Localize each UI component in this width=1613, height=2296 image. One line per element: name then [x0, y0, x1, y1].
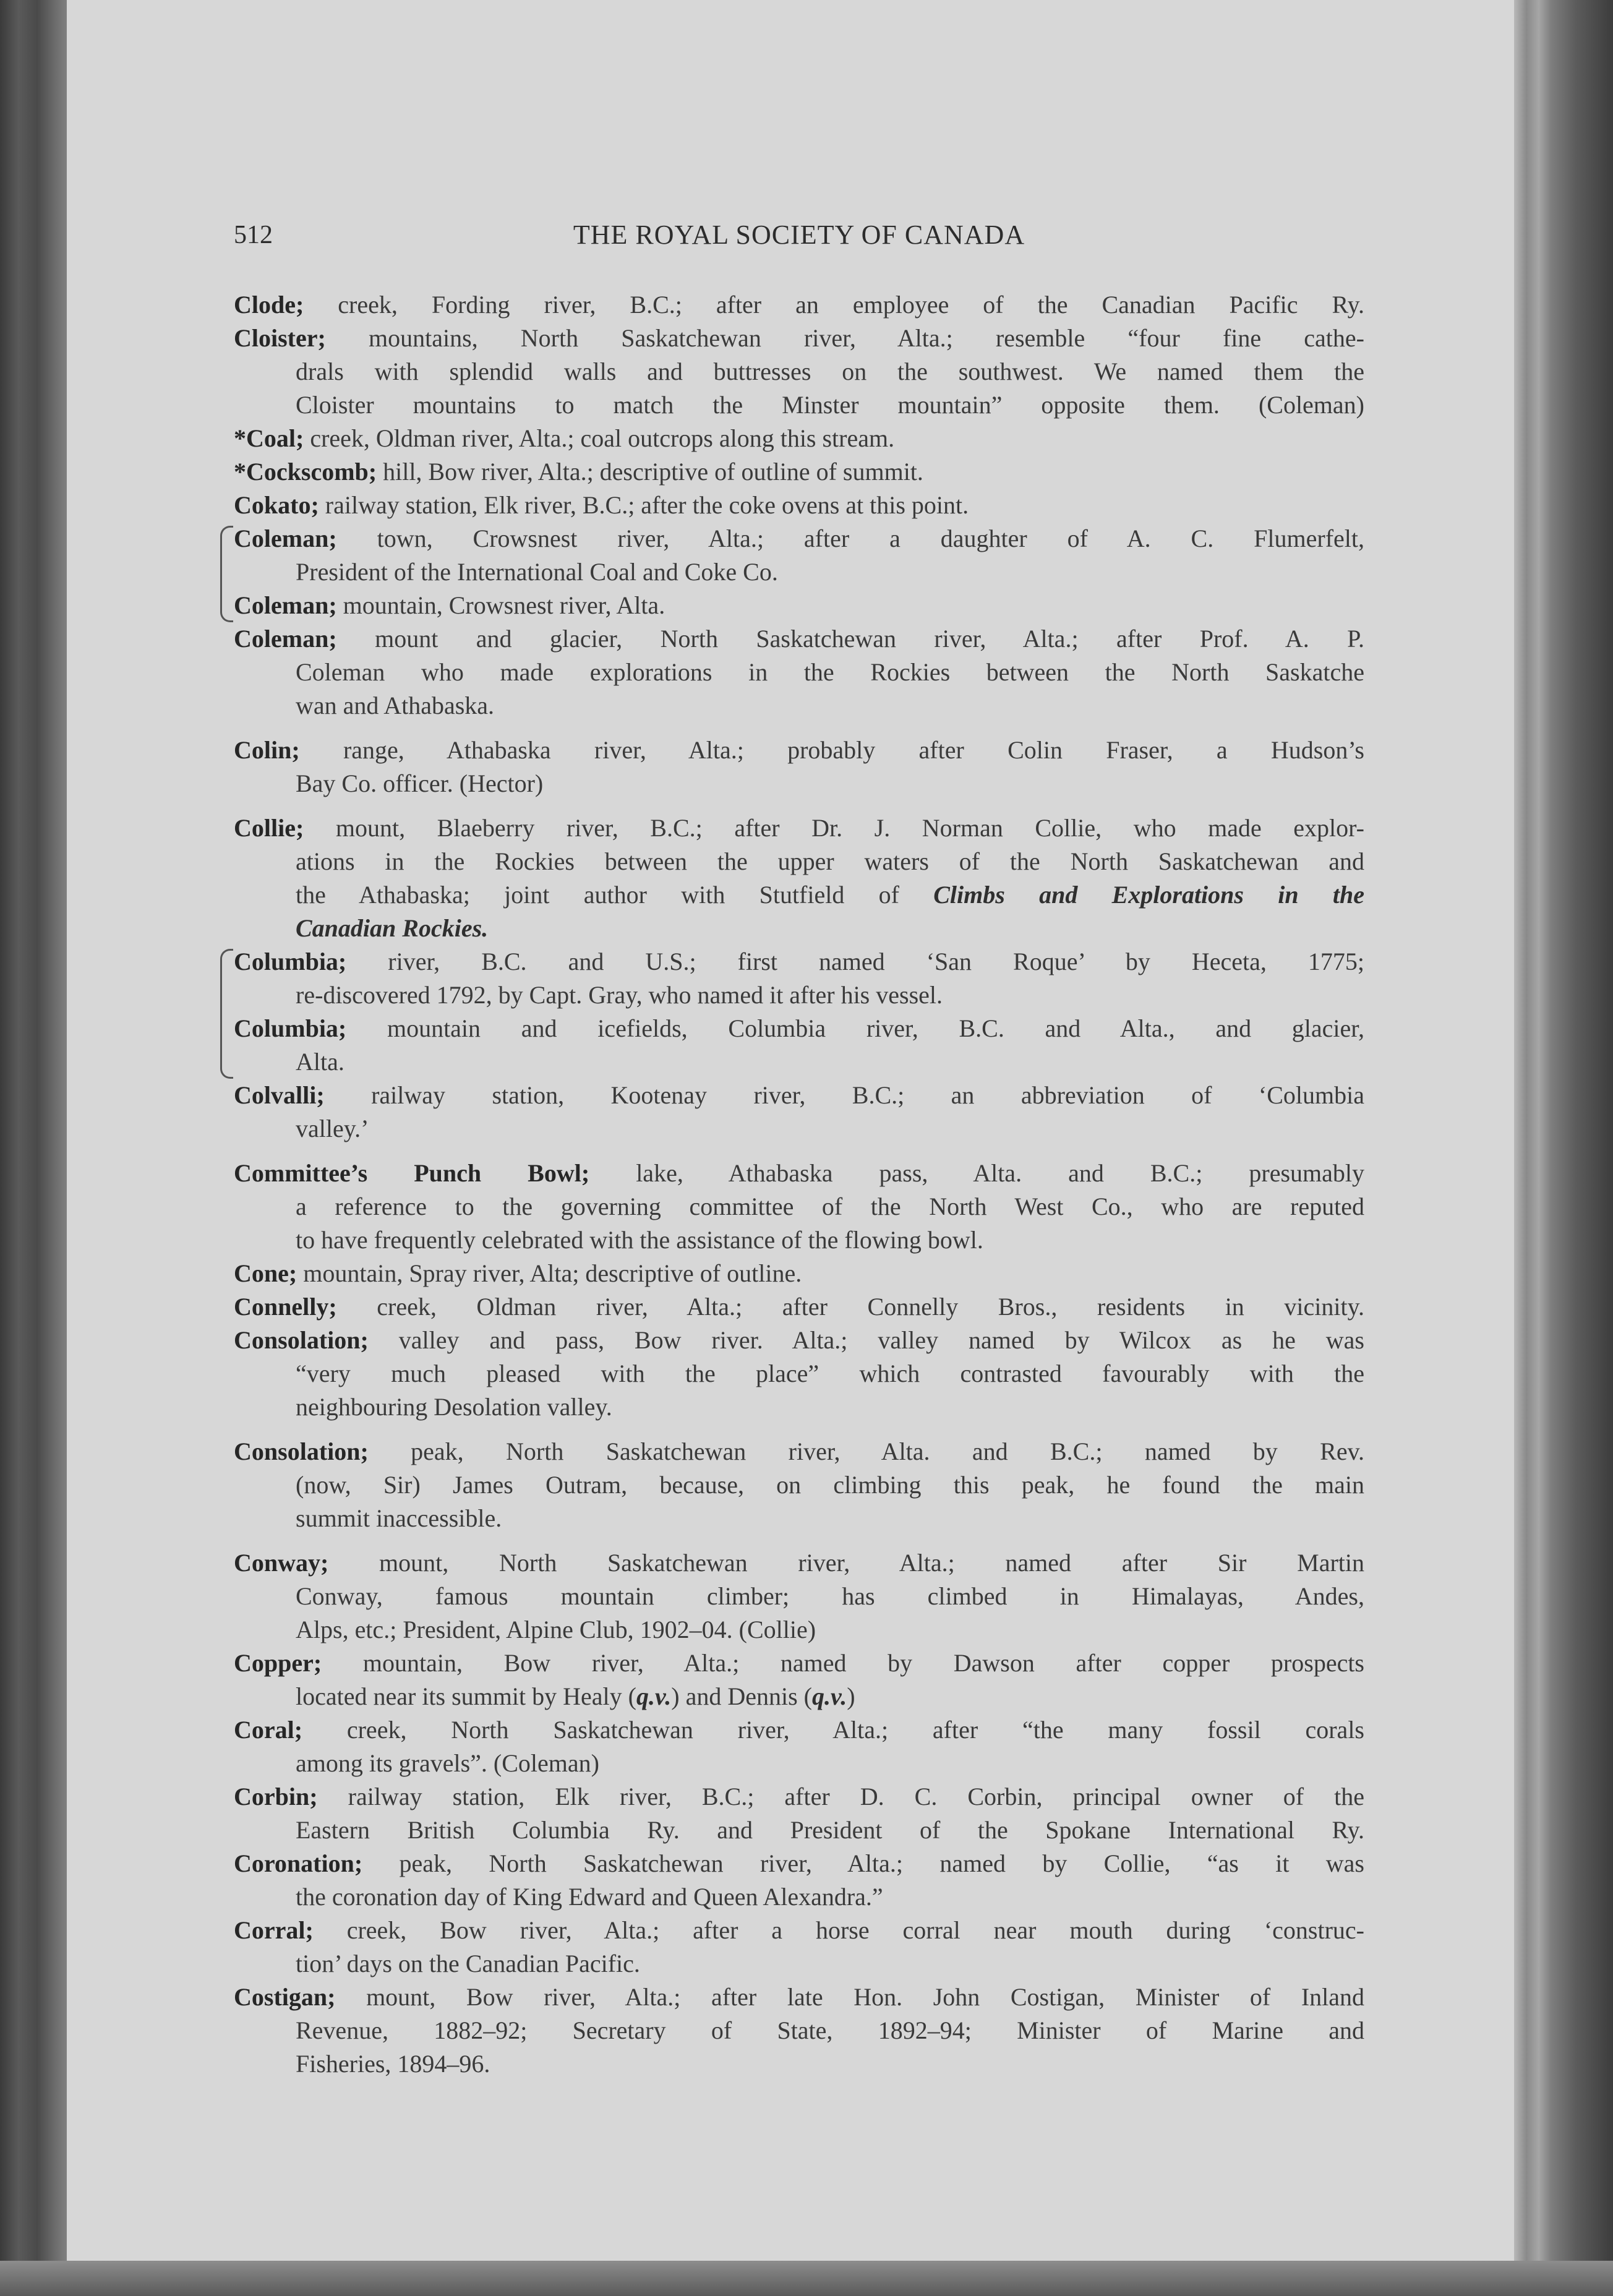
entry-coleman-mount: Coleman; mount and glacier, North Saskatchewan river, Alta.; after Prof. A. P. Coleman who made explorations in the Rockies between the North Saskatche wan and Athabaska.: [234, 625, 1364, 719]
headword: Cone;: [234, 1259, 297, 1287]
headword: Committee’s Punch Bowl;: [234, 1159, 590, 1187]
entry-coronation: Coronation; peak, North Saskatchewan river, Alta.; named by Collie, “as it was the coronation day of King Edward and Queen Alexandra.”: [234, 1849, 1364, 1911]
page-number: 512: [234, 221, 273, 249]
scan-edge-left: [0, 0, 67, 2296]
entry-group-columbia: Columbia; river, B.C. and U.S.; first named ‘San Roque’ by Heceta, 1775; re-discovered 1792, by Capt. Gray, who named it after his vessel. Columbia; mountain and icefields, Columbia river, B.C. and Alta., and glacier, Alta.: [234, 945, 1364, 1079]
headword: Copper;: [234, 1649, 322, 1677]
headword: Columbia;: [234, 1014, 347, 1042]
journal-title: THE ROYAL SOCIETY OF CANADA: [573, 220, 1025, 250]
headword: *Cockscomb;: [234, 458, 377, 486]
entry-copper: Copper; mountain, Bow river, Alta.; named by Dawson after copper prospects located near its summit by Healy (q.v.) and Dennis (q.v.): [234, 1649, 1364, 1710]
entry-clode: Clode; creek, Fording river, B.C.; after an employee of the Canadian Pacific Ry.: [234, 291, 1364, 319]
entry-coral: Coral; creek, North Saskatchewan river, Alta.; after “the many fossil corals among its gravels”. (Coleman): [234, 1716, 1364, 1777]
headword: Connelly;: [234, 1293, 337, 1321]
headword: *Coal;: [234, 424, 304, 452]
headword: Coronation;: [234, 1849, 363, 1877]
entry-corbin: Corbin; railway station, Elk river, B.C.; after D. C. Corbin, principal owner of the Eastern British Columbia Ry. and President of the Spokane International Ry.: [234, 1783, 1364, 1844]
scan-edge-right: [1514, 0, 1613, 2296]
headword: Cloister;: [234, 324, 326, 352]
entry-cockscomb: *Cockscomb; hill, Bow river, Alta.; descriptive of outline of summit.: [234, 458, 923, 486]
headword: Coleman;: [234, 625, 337, 653]
headword: Colvalli;: [234, 1081, 325, 1109]
headword: Conway;: [234, 1549, 329, 1577]
entry-cokato: Cokato; railway station, Elk river, B.C.; after the coke ovens at this point.: [234, 491, 969, 519]
entry-colin: Colin; range, Athabaska river, Alta.; probably after Colin Fraser, a Hudson’s Bay Co. officer. (Hector): [234, 736, 1364, 797]
headword: Columbia;: [234, 948, 347, 975]
brace-bracket: [220, 526, 233, 622]
headword: Corbin;: [234, 1783, 318, 1810]
entry-cone: Cone; mountain, Spray river, Alta; descriptive of outline.: [234, 1259, 802, 1287]
headword: Consolation;: [234, 1326, 369, 1354]
entry-consolation-peak: Consolation; peak, North Saskatchewan river, Alta. and B.C.; named by Rev. (now, Sir) James Outram, because, on climbing this peak, he found the main summit inaccessible.: [234, 1437, 1364, 1532]
headword: Cokato;: [234, 491, 319, 519]
gazetteer-entries: [234, 288, 1364, 2081]
entry-collie: Collie; mount, Blaeberry river, B.C.; after Dr. J. Norman Collie, who made explor- ations in the Rockies between the upper waters of the North Saskatchewan and the Athabaska; joint author with Stutfield of Climbs and Explorations in the Canadian Rockies.: [234, 814, 1364, 942]
headword: Consolation;: [234, 1437, 369, 1465]
scan-edge-bottom: [0, 2261, 1613, 2296]
headword: Coleman;: [234, 525, 337, 552]
headword: Collie;: [234, 814, 304, 842]
headword: Colin;: [234, 736, 300, 764]
book-title-italic: Climbs and Explorations in the: [933, 881, 1364, 909]
entry-connelly: Connelly; creek, Oldman river, Alta.; after Connelly Bros., residents in vicinity.: [234, 1293, 1364, 1321]
entry-colvalli: Colvalli; railway station, Kootenay river, B.C.; an abbreviation of ‘Columbia valley.’: [234, 1081, 1364, 1142]
headword: Coral;: [234, 1716, 303, 1744]
book-title-italic: Canadian Rockies.: [296, 914, 489, 942]
entry-conway: Conway; mount, North Saskatchewan river, Alta.; named after Sir Martin Conway, famous mountain climber; has climbed in Himalayas, Andes, Alps, etc.; President, Alpine Club, 1902–04. (Collie): [234, 1549, 1364, 1643]
entry-group-coleman: Coleman; town, Crowsnest river, Alta.; after a daughter of A. C. Flumerfelt, President of the International Coal and Coke Co. Coleman; mountain, Crowsnest river, Alta.: [234, 522, 1364, 622]
entry-costigan: Costigan; mount, Bow river, Alta.; after late Hon. John Costigan, Minister of Inland Revenue, 1882–92; Secretary of State, 1892–94; Minister of Marine and Fisheries, 1894–96.: [234, 1983, 1364, 2078]
headword: Clode;: [234, 291, 304, 319]
running-head: [234, 216, 1364, 254]
entry-consolation-valley: Consolation; valley and pass, Bow river. Alta.; valley named by Wilcox as he was “very much pleased with the place” which contrasted favourably with the neighbouring Desolation valley.: [234, 1326, 1364, 1421]
headword: Corral;: [234, 1916, 314, 1944]
headword: Coleman;: [234, 591, 337, 619]
entry-cloister: Cloister; mountains, North Saskatchewan river, Alta.; resemble “four fine cathe- drals with splendid walls and buttresses on the southwest. We named them the Cloister mountains to match the Minster mountain” opposite them. (Coleman): [234, 324, 1364, 419]
brace-bracket: [220, 949, 233, 1079]
entry-committees-punch-bowl: Committee’s Punch Bowl; lake, Athabaska pass, Alta. and B.C.; presumably a reference to the governing committee of the North West Co., who are reputed to have frequently celebrated with the assistance of the flowing bowl.: [234, 1159, 1364, 1254]
entry-corral: Corral; creek, Bow river, Alta.; after a horse corral near mouth during ‘construc- tion’ days on the Canadian Pacific.: [234, 1916, 1364, 1977]
entry-coal: *Coal; creek, Oldman river, Alta.; coal outcrops along this stream.: [234, 424, 895, 452]
headword: Costigan;: [234, 1983, 336, 2011]
